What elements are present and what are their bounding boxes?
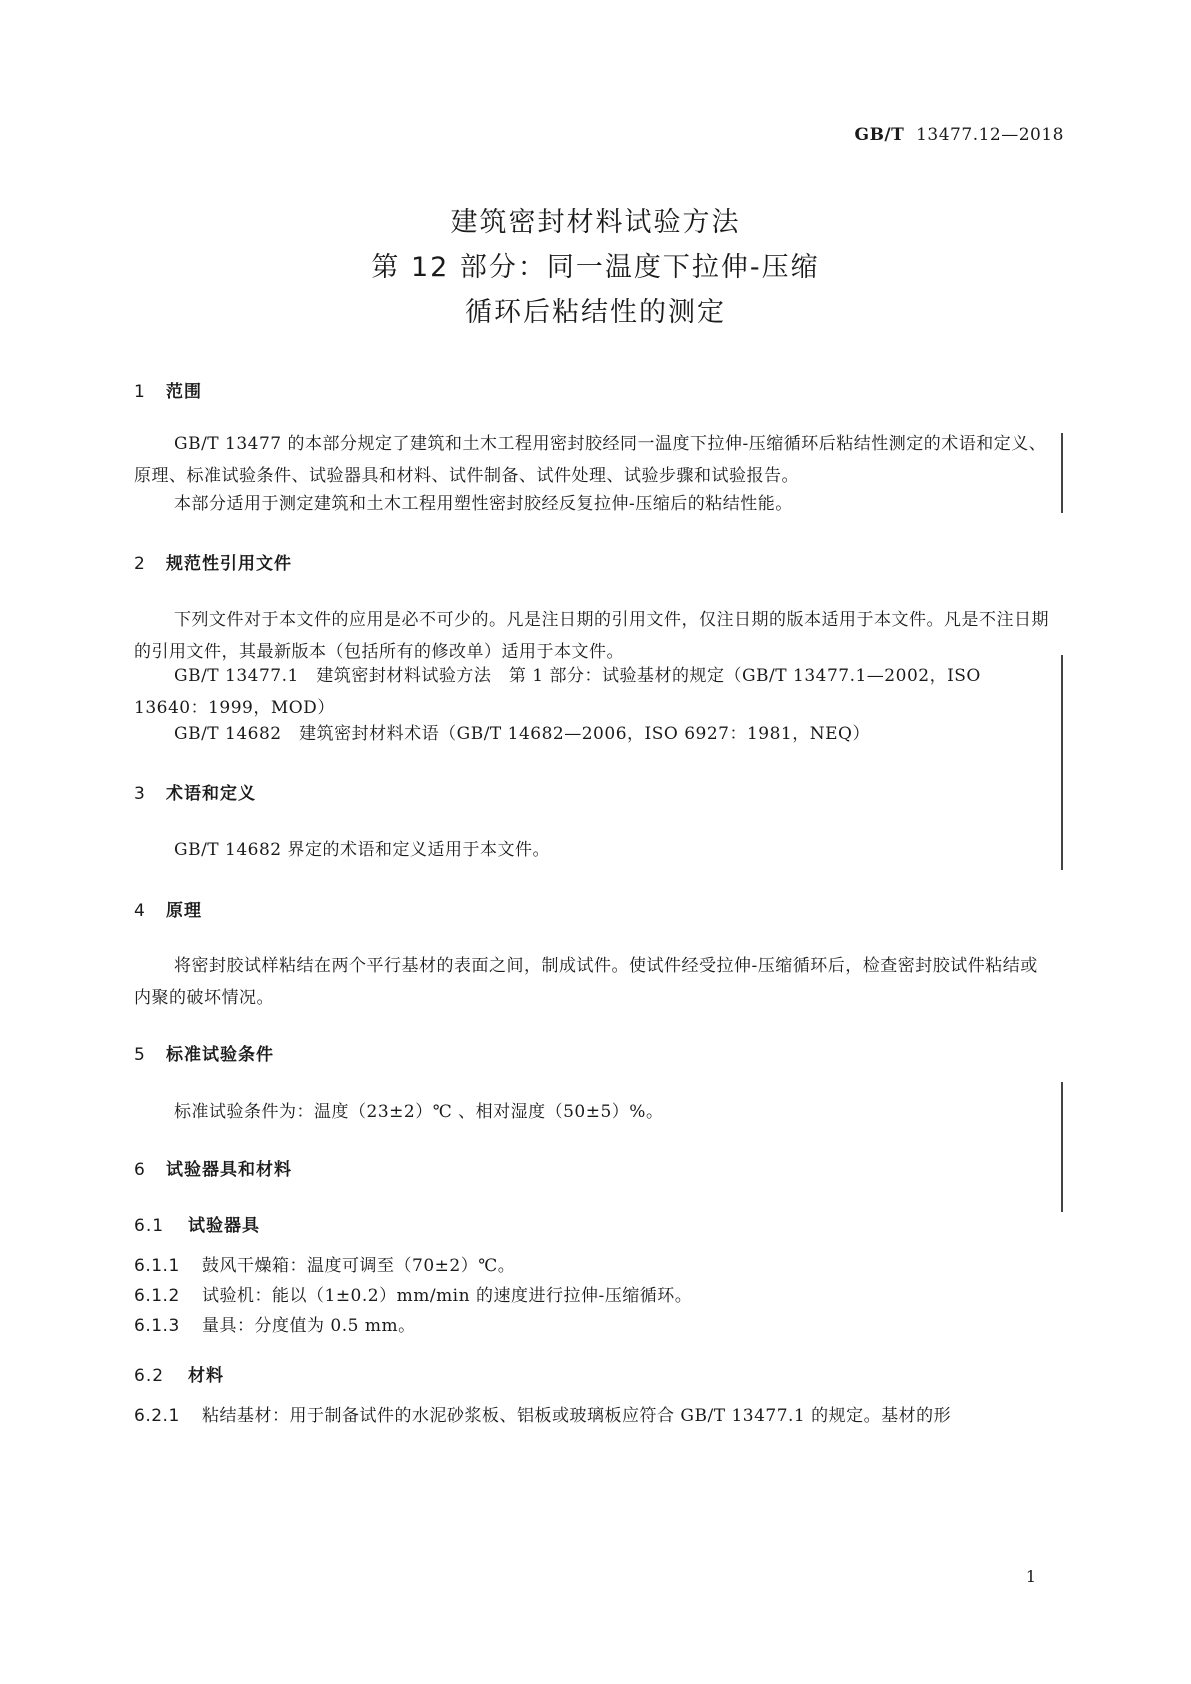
section-2-heading: 2 规范性引用文件	[134, 554, 292, 574]
reference-gbt-14682: GB/T 14682 建筑密封材料术语（GB/T 14682—2006，ISO 6927：1981，NEQ）	[174, 724, 870, 744]
page-number: 1	[1025, 1567, 1036, 1586]
item-6-1-1: 6.1.1 鼓风干燥箱：温度可调至（70±2）℃。	[134, 1256, 516, 1276]
item-6-1-3: 6.1.3 量具：分度值为 0.5 mm。	[134, 1316, 416, 1336]
section-3-paragraph-1: GB/T 14682 界定的术语和定义适用于本文件。	[174, 840, 551, 860]
section-5-paragraph-1: 标准试验条件为：温度（23±2）℃ 、相对湿度（50±5）%。	[174, 1102, 664, 1122]
section-1-heading: 1 范围	[134, 382, 202, 402]
doc-title-line-1: 建筑密封材料试验方法	[450, 207, 741, 238]
section-6-heading: 6 试验器具和材料	[134, 1160, 292, 1180]
section-4-paragraph-1: 将密封胶试样粘结在两个平行基材的表面之间，制成试件。使试件经受拉伸-压缩循环后，检查密封胶试件粘结或内聚的破坏情况。	[134, 956, 1038, 1008]
revision-bar-1	[1061, 433, 1063, 513]
standard-code: GB/T 13477.12—2018	[854, 125, 1064, 145]
section-1-paragraph-1: GB/T 13477 的本部分规定了建筑和土木工程用密封胶经同一温度下拉伸-压缩循环后粘结性测定的术语和定义、原理、标准试验条件、试验器具和材料、试件制备、试件处理、试验步骤和试验报告。	[134, 434, 1047, 486]
section-4-heading: 4 原理	[134, 901, 202, 921]
revision-bar-2	[1061, 655, 1063, 870]
item-6-2-1: 6.2.1 粘结基材：用于制备试件的水泥砂浆板、铝板或玻璃板应符合 GB/T 13477.1 的规定。基材的形	[134, 1406, 952, 1426]
section-1-paragraph-2: 本部分适用于测定建筑和土木工程用塑性密封胶经反复拉伸-压缩后的粘结性能。	[174, 494, 793, 514]
revision-bar-3	[1061, 1082, 1063, 1212]
section-2-paragraph-1: 下列文件对于本文件的应用是必不可少的。凡是注日期的引用文件，仅注日期的版本适用于本文件。凡是不注日期的引用文件，其最新版本（包括所有的修改单）适用于本文件。	[134, 610, 1049, 662]
section-5-heading: 5 标准试验条件	[134, 1045, 274, 1065]
item-6-1-2: 6.1.2 试验机：能以（1±0.2）mm/min 的速度进行拉伸-压缩循环。	[134, 1286, 693, 1306]
doc-title-line-2: 第 12 部分：同一温度下拉伸-压缩	[371, 252, 820, 283]
section-3-heading: 3 术语和定义	[134, 784, 256, 804]
section-6-1-heading: 6.1 试验器具	[134, 1216, 260, 1236]
reference-gbt-13477-1: GB/T 13477.1 建筑密封材料试验方法 第 1 部分：试验基材的规定（GB/T 13477.1—2002，ISO 13640：1999，MOD）	[134, 666, 981, 718]
doc-title-line-3: 循环后粘结性的测定	[465, 297, 726, 328]
section-6-2-heading: 6.2 材料	[134, 1366, 224, 1386]
